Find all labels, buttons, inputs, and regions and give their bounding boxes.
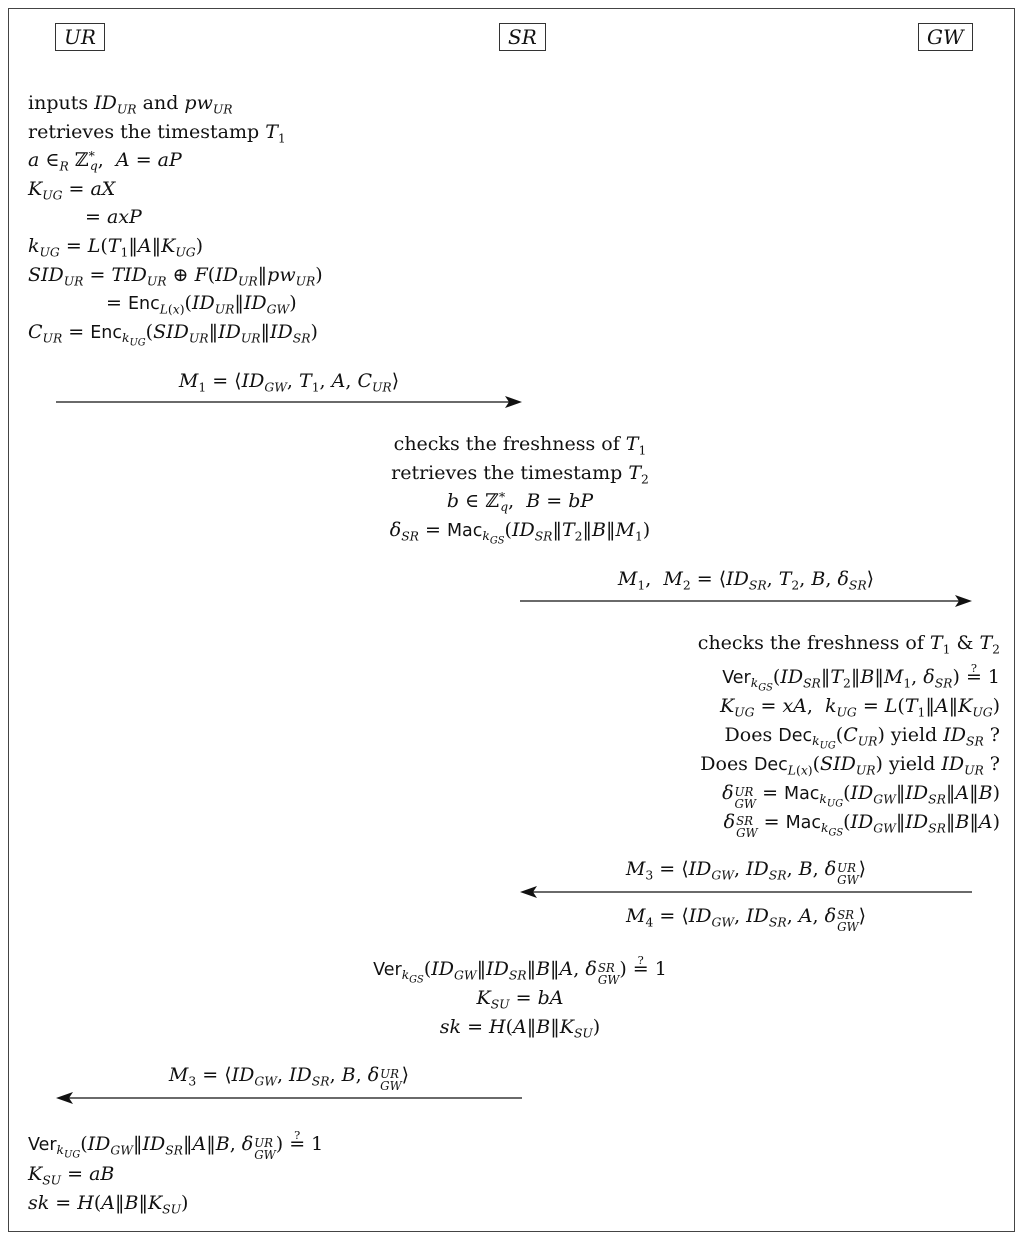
ur-sid-line: $SID_{UR} = TID_{UR}$ ⊕ $F(ID_{UR}‖pw_{UR})$	[28, 264, 323, 289]
message-3-arrow	[516, 885, 976, 901]
message-1-label: $M_1$ = $⟨ID_{GW}$, $T_1$, A, $C_{UR}⟩$	[178, 370, 400, 395]
ur-sid-cont-line: = $Enc_{L(x)}(ID_{UR}‖ID_{GW})$	[106, 292, 297, 317]
sr-timestamp-line: retrieves the timestamp $T_2$	[391, 462, 649, 487]
ur-kug-small-line: $k_{UG}$ = $L(T_1‖A‖K_{UG})$	[28, 235, 203, 260]
sr-fresh-line: checks the freshness of $T_1$	[393, 433, 647, 458]
message-5-arrow	[52, 1091, 524, 1107]
sr-ksu-line: $K_{SU}$ = bA	[476, 987, 564, 1012]
gw-mac-ur-line: δ UR GW = $Mac_{k_{UG}}(ID_{GW}‖ID_{SR}‖A‖B)$	[722, 782, 1000, 811]
ur-kug-line: $K_{UG}$ = aX	[28, 178, 116, 203]
sr-mac-line: $\delta_{SR}$ = $Mac_{k_{GS}}(ID_{SR}‖T_2‖B‖M_1)$	[389, 519, 651, 547]
ur-verify-line: $Ver_{k_{UG}}(ID_{GW}‖ID_{SR}‖A‖B$, δ UR GW ) ? = 1	[28, 1130, 323, 1159]
sr-verify-line: $Ver_{k_{GS}}(ID_{GW}‖ID_{SR}‖B‖A$, δ SR GW ) ? = 1	[280, 955, 760, 984]
ur-kug-cont-line: = axP	[85, 206, 142, 228]
ur-session-key-line: sk = $H(A‖B‖K_{SU})$	[28, 1192, 189, 1217]
gw-verify-line: $Ver_{k_{GS}}(ID_{SR}‖T_2‖B‖M_1$, $\delta_{SR}$) ? = 1	[500, 663, 1000, 692]
party-ur: UR	[55, 23, 105, 51]
party-sr: SR	[499, 23, 546, 51]
ur-cur-line: $C_{UR}$ = $Enc_{k_{UG}}(SID_{UR}‖ID_{UR}‖ID_{SR})$	[28, 321, 318, 349]
sr-session-key-line: sk = $H(A‖B‖K_{SU})$	[439, 1016, 601, 1041]
ur-timestamp-line: retrieves the timestamp $T_1$	[28, 121, 286, 146]
gw-fresh-line: checks the freshness of $T_1$ & $T_2$	[697, 632, 1000, 657]
gw-kug-line: $K_{UG}$ = xA, $k_{UG}$ = $L(T_1‖A‖K_{UG})$	[719, 695, 1000, 720]
message-2-label: $M_1$, $M_2$ = $⟨ID_{SR}$, $T_2$, B, $\delta_{SR}⟩$	[617, 568, 875, 593]
gw-dec-cur-line: Does $Dec_{k_{UG}}(C_{UR})$ yield $ID_{SR}$ ?	[724, 724, 1000, 752]
party-gw: GW	[918, 23, 973, 51]
message-3-label: $M_3$ = $⟨ID_{GW}$, $ID_{SR}$, B, δ UR GW ⟩	[625, 858, 867, 887]
message-2-arrow	[520, 594, 976, 610]
gw-dec-sid-line: Does $Dec_{L(x)}(SID_{UR})$ yield $ID_{UR}$ ?	[700, 753, 1000, 778]
diagram-frame	[8, 8, 1015, 1232]
message-1-arrow	[56, 395, 526, 411]
ur-random-line: a $\in_R$ ℤ*$_q$, A = aP	[28, 148, 182, 174]
gw-mac-sr-line: δ SR GW = $Mac_{k_{GS}}(ID_{GW}‖ID_{SR}‖B‖A)$	[723, 811, 1000, 840]
message-5-label: $M_3$ = $⟨ID_{GW}$, $ID_{SR}$, B, δ UR GW ⟩	[168, 1064, 410, 1093]
ur-inputs-line: inputs $ID_{UR}$ and $pw_{UR}$	[28, 92, 233, 117]
ur-ksu-line: $K_{SU}$ = aB	[28, 1163, 115, 1188]
sr-random-line: b ∈ ℤ*$_q$, B = bP	[446, 489, 594, 515]
message-4-label: $M_4$ = $⟨ID_{GW}$, $ID_{SR}$, A, δ SR GW ⟩	[626, 905, 866, 934]
